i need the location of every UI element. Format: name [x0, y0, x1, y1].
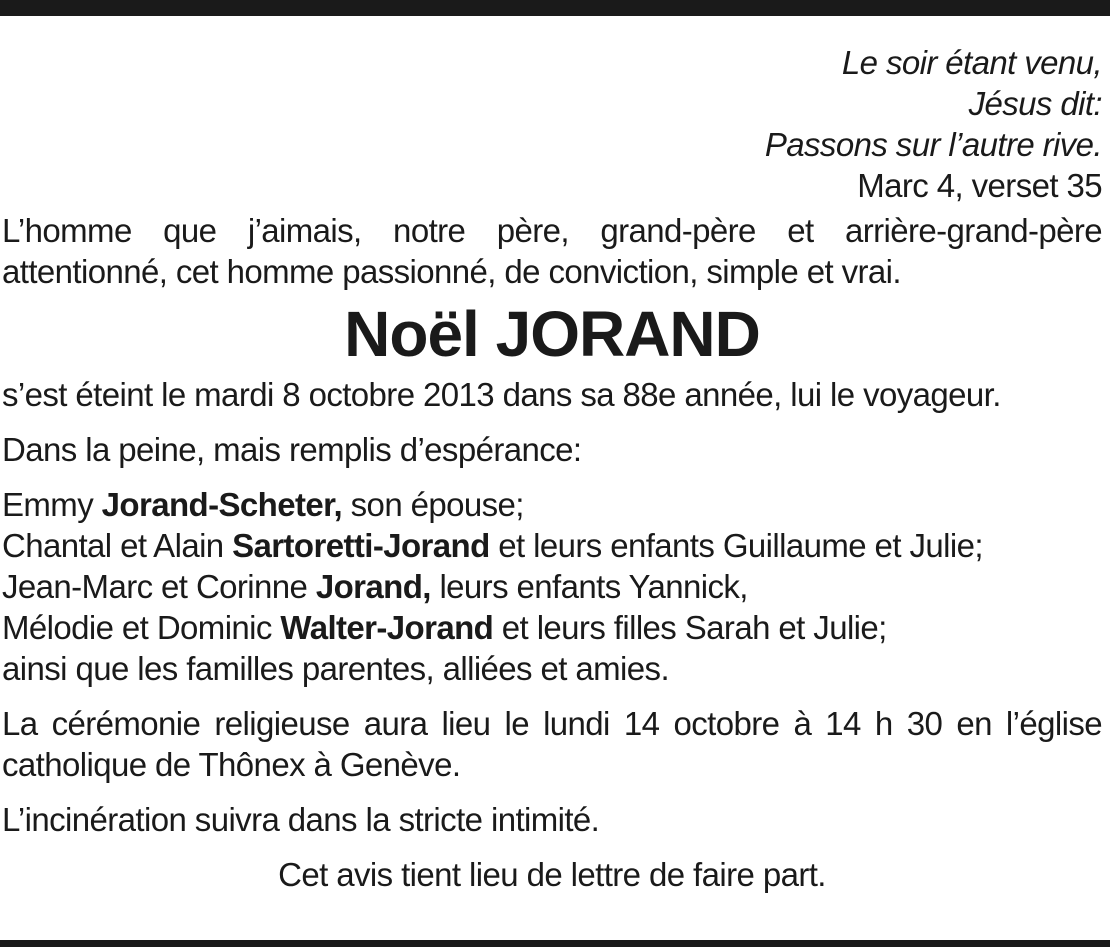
- bible-epigraph: [2, 42, 1102, 206]
- family-text: Emmy: [2, 486, 102, 523]
- bottom-border-rule: [0, 940, 1110, 947]
- epigraph-reference: Marc 4, verset 35: [857, 167, 1102, 204]
- family-surname: Sartoretti-Jorand: [232, 527, 490, 564]
- family-text: Jean-Marc et Corinne: [2, 568, 316, 605]
- family-text: Chantal et Alain: [2, 527, 233, 564]
- family-member-line: [2, 525, 1102, 566]
- family-surname: Jorand,: [315, 568, 431, 605]
- family-surname: Jorand-Scheter,: [101, 486, 343, 523]
- family-member-line: [2, 607, 1102, 648]
- closing-line: Cet avis tient lieu de lettre de faire part.: [278, 856, 826, 893]
- family-text: et leurs enfants Guillaume et Julie;: [489, 527, 983, 564]
- epigraph-line-3: Passons sur l’autre rive.: [764, 126, 1102, 163]
- epigraph-line-2: Jésus dit:: [968, 85, 1102, 122]
- cremation-line: L’incinération suivra dans la stricte intimité.: [2, 801, 600, 838]
- family-text: ainsi que les familles parentes, alliées et amies.: [2, 650, 670, 687]
- family-list: [2, 484, 1102, 689]
- family-text: son épouse;: [342, 486, 524, 523]
- obituary-notice: [2, 42, 1102, 895]
- ceremony-paragraph: La cérémonie religieuse aura lieu le lundi 14 octobre à 14 h 30 en l’église catholique de Thônex à Genève.: [2, 705, 1102, 783]
- death-notice: s’est éteint le mardi 8 octobre 2013 dans sa 88e année, lui le voyageur.: [2, 376, 1001, 413]
- family-member-line: [2, 648, 1102, 689]
- family-surname: Walter-Jorand: [280, 609, 494, 646]
- top-border-rule: [0, 0, 1110, 16]
- family-text: leurs enfants Yannick,: [430, 568, 748, 605]
- family-member-line: [2, 566, 1102, 607]
- family-member-line: [2, 484, 1102, 525]
- sorrow-line: Dans la peine, mais remplis d’espérance:: [2, 431, 582, 468]
- intro-paragraph: L’homme que j’aimais, notre père, grand-père et arrière-grand-père attentionné, cet homme passionné, de conviction, simple et vrai.: [2, 212, 1102, 290]
- family-text: et leurs filles Sarah et Julie;: [493, 609, 887, 646]
- deceased-name: Noël JORAND: [344, 298, 760, 370]
- epigraph-line-1: Le soir étant venu,: [841, 44, 1102, 81]
- family-text: Mélodie et Dominic: [2, 609, 281, 646]
